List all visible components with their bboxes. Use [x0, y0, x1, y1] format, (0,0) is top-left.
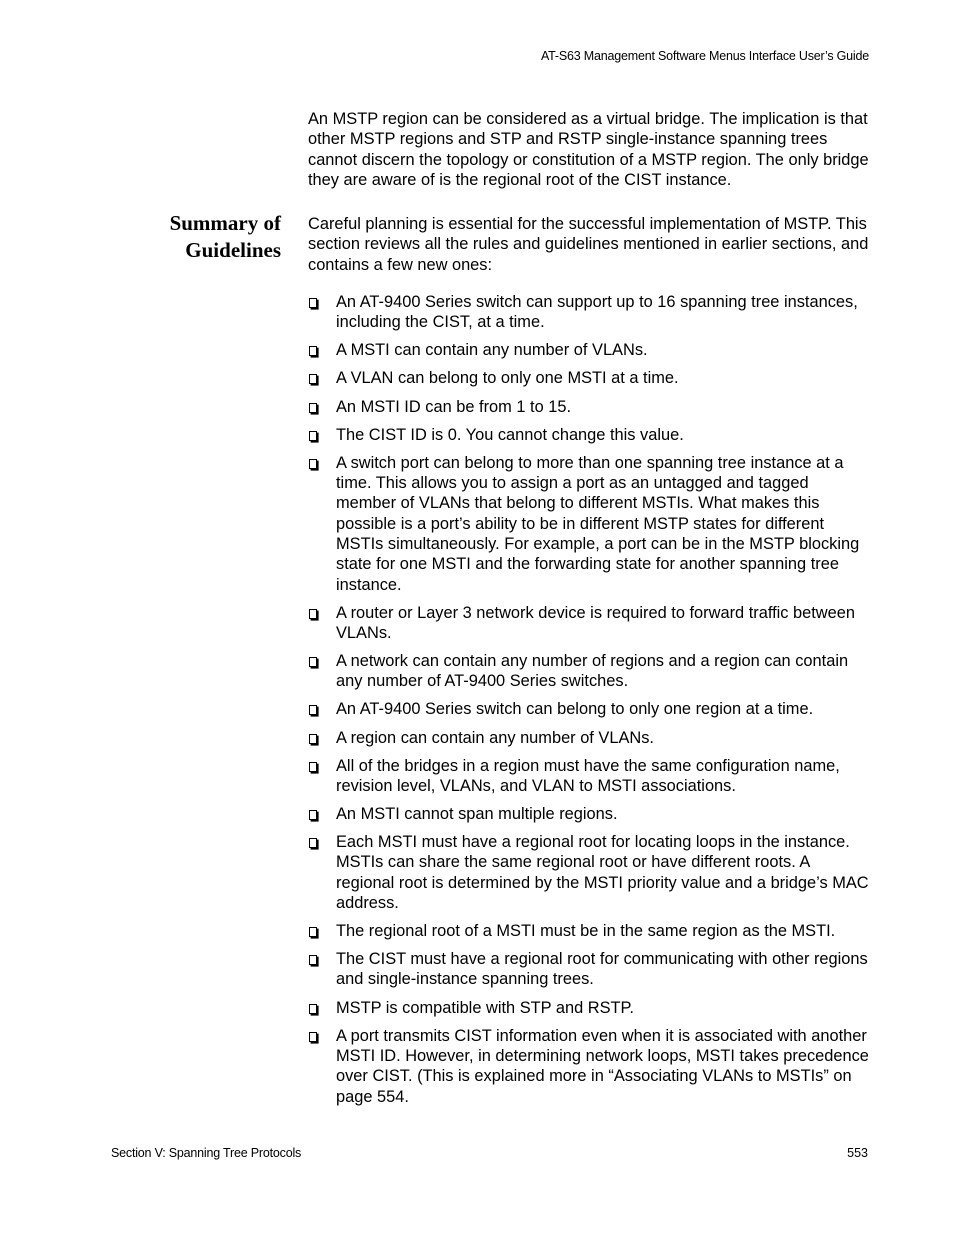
list-item-text: A VLAN can belong to only one MSTI at a time. — [336, 369, 679, 388]
list-item-text: MSTP is compatible with STP and RSTP. — [336, 998, 634, 1017]
list-item-text: The CIST must have a regional root for communicating with other regions and single-instance spanning trees. — [336, 950, 868, 989]
checkbox-bullet-icon — [309, 459, 317, 469]
list-item-text: A port transmits CIST information even when it is associated with another MSTI ID. However, in determining network loops, MSTI takes precedence over CIST. (This is explained more in “Associating VLANs to MSTIs” on page 554. — [336, 1026, 869, 1106]
list-item-text: An AT-9400 Series switch can support up to 16 spanning tree instances, including the CIST, at a time. — [336, 293, 858, 332]
list-item-text: A MSTI can contain any number of VLANs. — [336, 341, 648, 360]
list-item-text: All of the bridges in a region must have the same configuration name, revision level, VLANs, and VLAN to MSTI associations. — [336, 756, 840, 795]
list-item — [308, 949, 870, 990]
list-item-text: A network can contain any number of regions and a region can contain any number of AT-9400 Series switches. — [336, 652, 849, 691]
list-item-text: A router or Layer 3 network device is required to forward traffic between VLANs. — [336, 603, 855, 642]
list-item — [308, 453, 870, 595]
list-item — [308, 292, 870, 333]
checkbox-bullet-icon — [309, 609, 317, 619]
list-item — [308, 425, 870, 445]
intro-paragraph: An MSTP region can be considered as a virtual bridge. The implication is that other MSTP regions and STP and RSTP single-instance spanning trees cannot discern the topology or constitution of a MSTP region. The only bridge they are aware of is the regional root of the CIST instance. — [308, 110, 869, 189]
list-item-text: An MSTI ID can be from 1 to 15. — [336, 397, 572, 416]
list-item — [308, 603, 870, 644]
checkbox-bullet-icon — [309, 762, 317, 772]
list-item — [308, 397, 870, 417]
checkbox-bullet-icon — [309, 838, 317, 848]
checkbox-bullet-icon — [309, 346, 317, 356]
list-item-text: A switch port can belong to more than one spanning tree instance at a time. This allows you to assign a port as an untagged and tagged member of VLANs that belong to different MSTIs. What makes this possible is a port’s ability to be in different MSTP states for different MSTIs simultaneously. For example, a port can be in the MSTP blocking state for one MSTI and the forwarding state for another spanning tree instance. — [336, 453, 860, 594]
list-item-text: Each MSTI must have a regional root for locating loops in the instance. MSTIs can share the same regional root or have different roots. A regional root is determined by the MSTI priority value and a bridge’s MAC address. — [336, 833, 869, 912]
checkbox-bullet-icon — [309, 734, 317, 744]
checkbox-bullet-icon — [309, 374, 317, 384]
list-item — [308, 728, 870, 748]
footer-section-label: Section V: Spanning Tree Protocols — [111, 1146, 302, 1160]
checkbox-bullet-icon — [309, 1032, 317, 1042]
checkbox-bullet-icon — [309, 431, 317, 441]
checkbox-bullet-icon — [309, 810, 317, 820]
checkbox-bullet-icon — [309, 403, 317, 413]
checkbox-bullet-icon — [309, 927, 317, 937]
running-header-title: AT-S63 Management Software Menus Interface User’s Guide — [540, 49, 869, 63]
checkbox-bullet-icon — [309, 705, 317, 715]
list-item — [308, 699, 870, 719]
guidelines-list — [308, 292, 870, 1115]
list-item — [308, 368, 870, 388]
checkbox-bullet-icon — [309, 298, 317, 308]
list-item — [308, 1026, 870, 1107]
list-item — [308, 756, 870, 797]
list-item-text: The CIST ID is 0. You cannot change this value. — [336, 425, 684, 444]
list-item — [308, 651, 870, 692]
list-item — [308, 921, 870, 941]
checkbox-bullet-icon — [309, 955, 317, 965]
checkbox-bullet-icon — [309, 1004, 317, 1014]
list-item — [308, 804, 870, 824]
footer-page-number: 553 — [847, 1146, 868, 1160]
section-heading-line2: Guidelines — [185, 238, 281, 262]
list-item-text: A region can contain any number of VLANs. — [336, 728, 654, 747]
list-item — [308, 998, 870, 1018]
checkbox-bullet-icon — [309, 657, 317, 667]
section-heading-line1: Summary of — [169, 211, 281, 235]
section-heading — [170, 210, 281, 264]
list-item-text: An MSTI cannot span multiple regions. — [336, 805, 618, 823]
list-item-text: The regional root of a MSTI must be in the same region as the MSTI. — [336, 922, 836, 941]
list-item — [308, 340, 870, 360]
section-intro-paragraph: Careful planning is essential for the successful implementation of MSTP. This section reviews all the rules and guidelines mentioned in earlier sections, and contains a few new ones: — [308, 215, 869, 274]
list-item-text: An AT-9400 Series switch can belong to only one region at a time. — [336, 700, 814, 719]
list-item — [308, 832, 870, 913]
